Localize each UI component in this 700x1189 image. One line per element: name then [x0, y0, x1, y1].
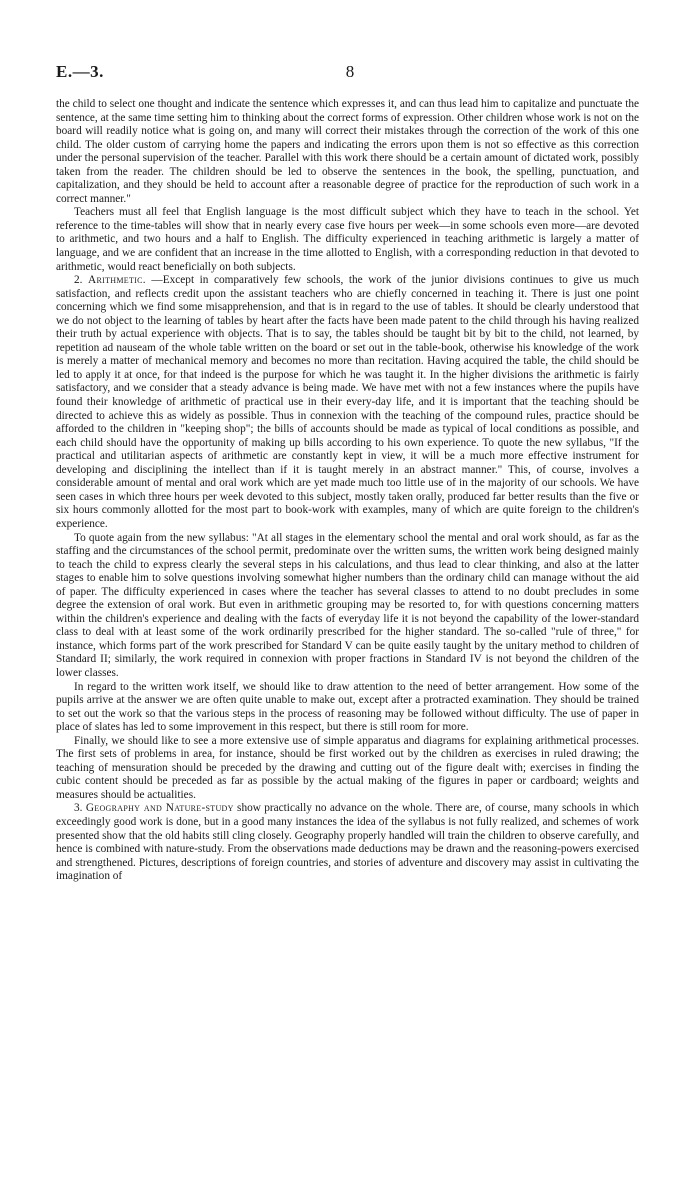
- paragraph-continued: the child to select one thought and indicate the sentence which expresses it, and can thus lead him to capitalize and punctuate the sentence, at the same time setting him to thinking about the correct forms of expression. Other children whose work is not on the board will readily notice what is going on, and many will correct their mistakes through the correction of the work of this one child. The older custom of carrying home the papers and indicating the errors upon them is not so effective as this correction under the personal supervision of the teacher. Parallel with this work there should be a certain amount of dictated work, possibly taken from the reader. The children should be led to observe the sentences in the book, the spelling, punctuation, and capitalization, and they should be held to account after a reasonable degree of practice for the reproduction of such work in a correct manner.": [56, 98, 639, 205]
- section-heading-geography: Geography and Nature-study: [85, 802, 234, 815]
- paragraph-written-work: In regard to the written work itself, we should like to draw attention to the need of better arrangement. How some of the pupils arrive at the answer we are often quite unable to make out, except after a protracted examination. They should be trained to set out the work so that the various steps in the process of reasoning may be followed without difficulty. The use of paper in place of slates has led to some improvement in this respect, but there is still room for more.: [56, 680, 639, 734]
- document-reference: E.—3.: [56, 62, 104, 81]
- paragraph-geography: [56, 802, 639, 883]
- paragraph-syllabus-quote: To quote again from the new syllabus: "At all stages in the elementary school the mental and oral work should, as far as the staffing and the circumstances of the school permit, predominate over the written sums, the written work being designed mainly to teach the child to express clearly the several steps in his calculations, and thus lead to clear thinking, and also at the latter stages to enable him to solve questions involving somewhat higher numbers than the ordinary child can manage without the aid of paper. The difficulty experienced in cases where the teacher has several classes to attend to no doubt precludes in some degree the extension of oral work. But even in arithmetic grouping may be resorted to, for with questions concerning matters within the children's experience and dealing with the facts of everyday life it is not beyond the capability of the lower-standard class to deal with at least some of the work ordinarily prescribed for the higher standard. The so-called "rule of three," for instance, which forms part of the work prescribed for Standard V can be quite easily taught by the unitary method to children of Standard II; similarly, the work required in connexion with proper fractions in Standard IV is not beyond the children of the lower classes.: [56, 531, 639, 679]
- paragraph-apparatus: Finally, we should like to see a more extensive use of simple apparatus and diagrams for explaining arithmetical processes. The first sets of problems in area, for instance, should be first worked out by the children as exercises in ruled drawing; the teaching of mensuration should be preceded by the drawing and cutting out of the figure dealt with; exercises in finding the cubic content should be preceded as far as possible by the actual making of the figures in paper or cardboard; weights and measures should be actualities.: [56, 734, 639, 801]
- body-text: [56, 98, 639, 884]
- paragraph-geography-text: show practically no advance on the whole. There are, of course, many schools in which exceedingly good work is done, but in a good many instances the idea of the syllabus is not fully realized, and schemes of work presented show that the old habits still cling closely. Geography properly handled will train the children to observe carefully, and hence is combined with nature-study. From the observations made deductions may be drawn and the reasoning-powers exercised and strengthened. Pictures, descriptions of foreign countries, and stories of adventure and discovery may assist in cultivating the imagination of: [56, 802, 639, 883]
- section-number: 2.: [74, 274, 89, 287]
- page-number: 8: [345, 62, 355, 81]
- paragraph-english-time: Teachers must all feel that English language is the most difficult subject which they have to teach in the school. Yet reference to the time-tables will show that in nearly every case five hours per week—in some schools even more—are devoted to arithmetic, and two hours and a half to English. The difficulty experienced in teaching arithmetic is largely a matter of language, and we are confident that an increase in the time allotted to English, with a corresponding reduction in that devoted to arithmetic, would react beneficially on both subjects.: [56, 206, 639, 273]
- section-heading-arithmetic: Arithmetic.: [88, 274, 146, 287]
- page-header: [56, 62, 644, 84]
- section-number: 3.: [74, 802, 86, 815]
- paragraph-arithmetic-text: —Except in comparatively few schools, the work of the junior divisions continues to give us much satisfaction, and reflects credit upon the assistant teachers who are chiefly concerned in teaching it. There is just one point concerning which we find some misapprehension, and that is in regard to the use of tables. It should be clearly understood that we do not object to the learning of tables by heart after the facts have been made patent to the child through his having realized their truth by actual experience with objects. That is to say, the tables should be taught bit by bit to the child, not learned, by repetition ad nauseam of the whole table written on the board or set out in the table-book, otherwise his knowledge of the work is merely a matter of mechanical memory and becomes no more than recitation. Having acquired the table, the child should be led to apply it at once, for that indeed is the purpose for which he was taught it. In the higher divisions the arithmetic is fairly satisfactory, and we consider that a steady advance is being made. We have met with not a few instances where the pupils have found their knowledge of arithmetic of practical use in their every-day life, and it is important that the teaching should be directed to achieve this as widely as possible. Thus in connexion with the teaching of the compound rules, practice should be afforded to the children in "keeping shop"; the bills of accounts should be made as typical of local conditions as possible, and each child should have the opportunity of making up bills according to his own experience. To quote the new syllabus, "If the practical and utilitarian aspects of arithmetic are constantly kept in view, it will be a much more effective instrument for developing and disciplining the intellect than if it is taught merely in an abstract manner." This, of course, involves a considerable amount of mental and oral work which are yet made much too little use of in the majority of our schools. We have seen cases in which three hours per week devoted to this subject, mostly taken orally, produced far better results than the five or six hours commonly allotted for the most part to book-work with examples, many of which are quite foreign to the children's experience.: [56, 274, 640, 530]
- paragraph-arithmetic: [56, 274, 639, 531]
